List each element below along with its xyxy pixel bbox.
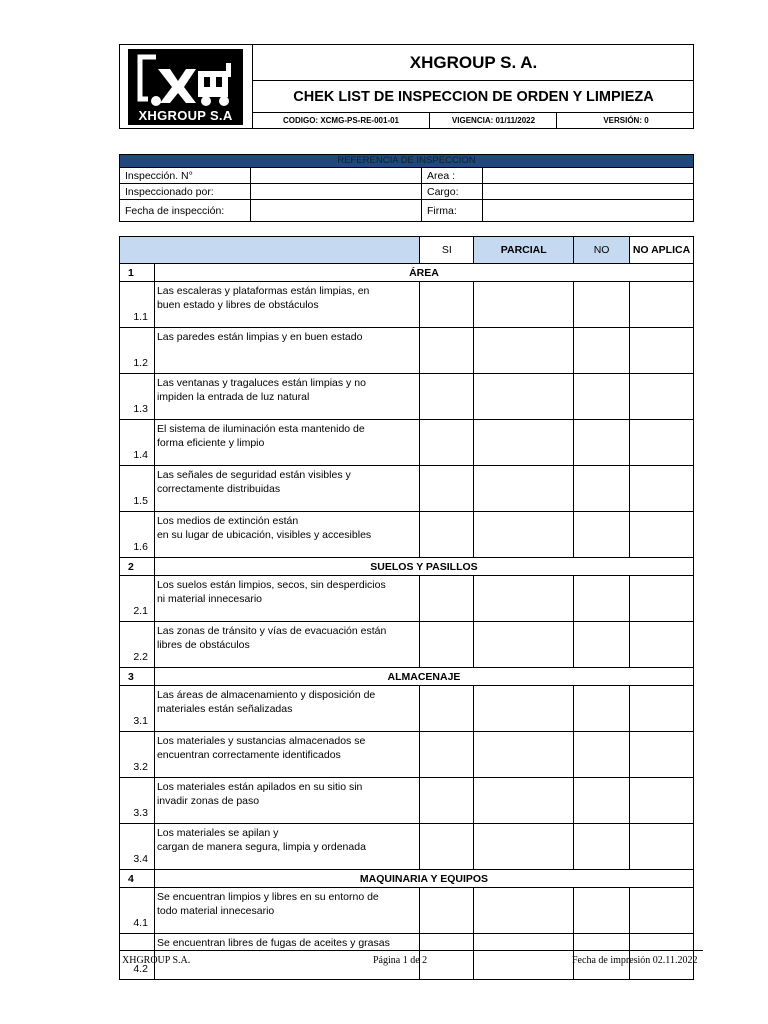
item-text-line: Los materiales están apilados en su sitio sin [156,781,363,793]
item-text [154,420,419,466]
item-number: 1.4 [120,420,155,466]
checklist-item-row [120,888,694,934]
checklist-item-row [120,282,694,328]
item-text-line: ni material innecesario [156,593,263,605]
section-row [120,558,694,576]
answer-cell-parcial[interactable] [474,622,574,668]
item-number: 1.5 [120,466,155,512]
item-text-line: en su lugar de ubicación, visibles y accesibles [156,529,372,541]
section-title: SUELOS Y PASILLOS [154,558,693,576]
item-text-line: correctamente distribuidas [156,483,281,495]
version-label: VERSIÓN: 0 [556,113,695,129]
answer-cell-no-aplica[interactable] [630,576,694,622]
company-name: XHGROUP S. A. [253,45,694,81]
checklist-item-row [120,512,694,558]
checklist-item-row [120,778,694,824]
answer-cell-si[interactable] [420,282,474,328]
checklist-item-row [120,686,694,732]
fecha-field[interactable] [251,200,422,222]
item-text-line: Se encuentran libres de fugas de aceites y grasas [156,937,390,949]
item-number: 3.3 [120,778,155,824]
answer-cell-no-aplica[interactable] [630,374,694,420]
item-text [154,328,419,374]
answer-cell-parcial[interactable] [474,732,574,778]
logo-text: XHGROUP S.A [138,108,233,123]
answer-cell-parcial[interactable] [474,686,574,732]
section-number: 4 [120,870,155,888]
checklist-item-row [120,732,694,778]
inspeccion-label: Inspección. N° [120,168,251,184]
fecha-label: Fecha de inspección: [120,200,251,222]
item-number: 1.1 [120,282,155,328]
answer-cell-parcial[interactable] [474,512,574,558]
section-title: ALMACENAJE [154,668,693,686]
item-number: 1.2 [120,328,155,374]
item-text [154,888,419,934]
item-number: 3.4 [120,824,155,870]
section-row [120,264,694,282]
answer-cell-si[interactable] [420,466,474,512]
col-si: SI [420,237,474,264]
answer-cell-no-aplica[interactable] [630,778,694,824]
header-blank [120,237,420,264]
item-text-line: invadir zonas de paso [156,795,260,807]
inspeccion-field[interactable] [251,168,422,184]
item-text-line: materiales están señalizadas [156,703,293,715]
answer-cell-no-aplica[interactable] [630,282,694,328]
item-number: 2.1 [120,576,155,622]
answer-cell-no[interactable] [574,466,630,512]
answer-cell-parcial[interactable] [474,282,574,328]
answer-cell-si[interactable] [420,374,474,420]
section-title: ÁREA [154,264,693,282]
item-text [154,374,419,420]
answer-cell-no[interactable] [574,824,630,870]
item-text-line: Los materiales se apilan y [156,827,279,839]
cargo-label: Cargo: [422,184,483,200]
checklist-item-row [120,420,694,466]
reference-table [119,154,694,222]
answer-cell-si[interactable] [420,732,474,778]
item-text-line: buen estado y libres de obstáculos [156,299,319,311]
section-row [120,870,694,888]
area-label: Area : [422,168,483,184]
item-text [154,622,419,668]
item-text [154,732,419,778]
answer-cell-no[interactable] [574,420,630,466]
vigencia-label: VIGENCIA: 01/11/2022 [429,113,557,129]
checklist-item-row [120,374,694,420]
checklist-item-row [120,466,694,512]
item-text-line: todo material innecesario [156,905,275,917]
answer-cell-si[interactable] [420,420,474,466]
answer-cell-parcial[interactable] [474,466,574,512]
item-text [154,778,419,824]
item-text [154,576,419,622]
answer-cell-no-aplica[interactable] [630,824,694,870]
answer-cell-si[interactable] [420,888,474,934]
answer-cell-no[interactable] [574,328,630,374]
checklist-item-row [120,576,694,622]
col-no: NO [574,237,630,264]
answer-cell-no[interactable] [574,512,630,558]
answer-cell-si[interactable] [420,824,474,870]
answer-cell-no-aplica[interactable] [630,622,694,668]
answer-cell-parcial[interactable] [474,824,574,870]
inspeccionado-field[interactable] [251,184,422,200]
answer-cell-si[interactable] [420,686,474,732]
answer-cell-parcial[interactable] [474,778,574,824]
checklist-item-row [120,824,694,870]
item-text [154,512,419,558]
answer-cell-no[interactable] [574,686,630,732]
document-title: CHEK LIST DE INSPECCION DE ORDEN Y LIMPIEZA [253,81,694,113]
answer-cell-no-aplica[interactable] [630,686,694,732]
item-number: 2.2 [120,622,155,668]
footer-company: XHGROUP S.A. [122,955,191,966]
answer-cell-no-aplica[interactable] [630,888,694,934]
item-text-line: Las ventanas y tragaluces están limpias y no [156,377,366,389]
inspeccionado-label: Inspeccionado por: [120,184,251,200]
item-text [154,686,419,732]
section-title: MAQUINARIA Y EQUIPOS [154,870,693,888]
item-text-line: Los materiales y sustancias almacenados se [156,735,366,747]
item-text-line: Las áreas de almacenamiento y disposición de [156,689,376,701]
answer-cell-si[interactable] [420,934,474,980]
col-no-aplica: NO APLICA [630,237,694,264]
item-number: 1.6 [120,512,155,558]
answer-cell-parcial[interactable] [474,374,574,420]
item-text-line: Los suelos están limpios, secos, sin desperdicios [156,579,386,591]
reference-title: REFERENCIA DE INSPECCION [120,155,694,168]
firma-field[interactable] [483,200,694,222]
item-text-line: Las escaleras y plataformas están limpias, en [156,285,370,297]
section-number: 3 [120,668,155,686]
item-text-line: El sistema de iluminación esta mantenido de [156,423,365,435]
checklist-item-row [120,328,694,374]
item-text-line: Las zonas de tránsito y vías de evacuación están [156,625,387,637]
footer-divider [119,950,703,951]
item-text [154,824,419,870]
answer-cell-no[interactable] [574,622,630,668]
item-number: 3.2 [120,732,155,778]
answer-cell-no-aplica[interactable] [630,420,694,466]
col-parcial: PARCIAL [474,237,574,264]
item-text-line: Las señales de seguridad están visibles y [156,469,351,481]
footer-page: Página 1 de 2 [373,955,428,966]
footer-print-date: Fecha de impresión 02.11.2022 [572,955,698,966]
cargo-field[interactable] [483,184,694,200]
answer-cell-no[interactable] [574,732,630,778]
item-text-line: Los medios de extinción están [156,515,299,527]
answer-cell-si[interactable] [420,576,474,622]
section-number: 1 [120,264,155,282]
item-text-line: Se encuentran limpios y libres en su entorno de [156,891,379,903]
firma-label: Firma: [422,200,483,222]
item-text-line: libres de obstáculos [156,639,250,651]
checklist-header-row [120,237,694,264]
item-number: 4.1 [120,888,155,934]
answer-cell-si[interactable] [420,778,474,824]
item-text-line: encuentran correctamente identificados [156,749,341,761]
area-field[interactable] [483,168,694,184]
answer-cell-no-aplica[interactable] [630,328,694,374]
answer-cell-no-aplica[interactable] [630,512,694,558]
answer-cell-no[interactable] [574,576,630,622]
section-row [120,668,694,686]
item-text [154,466,419,512]
answer-cell-no-aplica[interactable] [630,466,694,512]
item-text-line: cargan de manera segura, limpia y ordenada [156,841,366,853]
section-number: 2 [120,558,155,576]
item-number: 4.2 [120,934,155,980]
item-text-line: Las paredes están limpias y en buen estado [156,331,363,343]
answer-cell-no[interactable] [574,282,630,328]
answer-cell-parcial[interactable] [474,328,574,374]
answer-cell-si[interactable] [420,328,474,374]
answer-cell-si[interactable] [420,512,474,558]
checklist-item-row [120,622,694,668]
codigo-label: CODIGO: XCMG-PS-RE-001-01 [282,116,400,125]
item-text [154,282,419,328]
answer-cell-si[interactable] [420,622,474,668]
answer-cell-parcial[interactable] [474,888,574,934]
answer-cell-parcial[interactable] [474,576,574,622]
logo-mark-icon [128,49,243,109]
document-header [119,44,694,129]
answer-cell-no-aplica[interactable] [630,732,694,778]
answer-cell-parcial[interactable] [474,934,574,980]
item-number: 3.1 [120,686,155,732]
item-text-line: forma eficiente y limpio [156,437,265,449]
answer-cell-no[interactable] [574,888,630,934]
item-number: 1.3 [120,374,155,420]
company-logo [128,49,243,125]
checklist-table [119,236,694,980]
answer-cell-no[interactable] [574,374,630,420]
item-text-line: impiden la entrada de luz natural [156,391,310,403]
answer-cell-parcial[interactable] [474,420,574,466]
answer-cell-no[interactable] [574,778,630,824]
